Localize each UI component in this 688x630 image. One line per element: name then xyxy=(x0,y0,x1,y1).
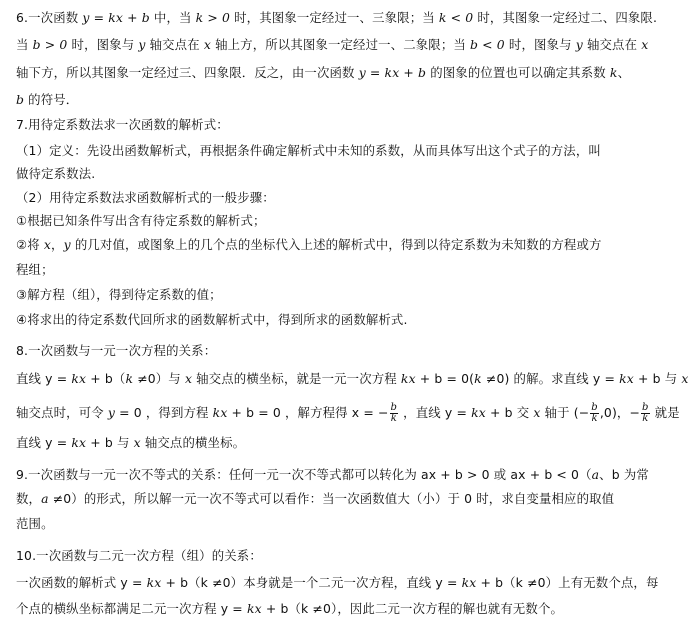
text-segment: 8.一次函数与一元一次方程的关系： xyxy=(16,343,217,358)
text-segment: 轴下方，所以其图象一定经过三、四象限．反之，由一次函数 xyxy=(16,65,359,80)
text-segment: 、 xyxy=(617,65,631,80)
text-segment: 范围。 xyxy=(16,516,54,531)
math-term: y = kx + b xyxy=(358,65,427,80)
math-term: b < 0 xyxy=(470,37,505,52)
math-term: kx xyxy=(246,601,262,616)
text-segment: = 0 ，得到方程 xyxy=(115,405,213,420)
text-segment: （1）定义：先设出函数解析式，再根据条件确定解析式中未知的系数，从而具体写出这个式子的方法，叫 xyxy=(16,143,601,158)
math-term: a xyxy=(41,491,49,506)
math-term: kx xyxy=(71,435,87,450)
step-3 xyxy=(16,284,607,306)
text-segment: + b（k ≠0）上有无数个点，每 xyxy=(476,575,659,590)
math-term: k xyxy=(125,371,134,386)
step-2b xyxy=(16,259,607,281)
text-segment: ④将求出的待定系数代回所求的函数解析式中，得到所求的函数解析式. xyxy=(16,312,408,327)
text-segment: 做待定系数法. xyxy=(16,166,96,181)
fraction: $\frac{b}{k}$ xyxy=(642,402,649,424)
line-6b xyxy=(16,34,649,56)
math-term: b > 0 xyxy=(32,37,68,52)
text-segment: 时，其图象一定经过一、三象限；当 xyxy=(230,10,439,25)
text-segment: 的几对值，或图象上的几个点的坐标代入上述的解析式中，得到以待定系数为未知数的方程或方 xyxy=(70,237,602,252)
step-1 xyxy=(16,210,607,232)
text-segment: 时，其图象一定经过二、四象限. xyxy=(473,10,658,25)
text-segment: 直线 y = xyxy=(16,371,72,386)
math-term: k < 0 xyxy=(438,10,474,25)
text-segment: 轴于 (− xyxy=(540,405,590,420)
line-7-def-a xyxy=(16,140,607,162)
step-4 xyxy=(16,309,607,331)
math-term: x xyxy=(203,37,211,52)
math-term: k > 0 xyxy=(195,10,231,25)
line-9a xyxy=(16,464,649,486)
text-segment: 直线 y = xyxy=(16,435,72,450)
text-segment: + b 与 xyxy=(86,435,134,450)
step-2a xyxy=(16,234,607,256)
text-segment: 就是 xyxy=(650,405,680,420)
text-segment: 中，当 xyxy=(149,10,196,25)
math-term: kx xyxy=(146,575,162,590)
line-8c xyxy=(16,432,607,454)
text-segment: ，直线 y = xyxy=(399,405,472,420)
math-term: k xyxy=(474,371,482,386)
heading-10 xyxy=(16,545,607,567)
text-segment: 一次函数的解析式 y = xyxy=(16,575,147,590)
math-term: a xyxy=(591,467,600,482)
text-segment: ②将 xyxy=(16,237,44,252)
text-segment: ， xyxy=(51,237,64,252)
text-segment: 、b 为常 xyxy=(599,467,649,482)
line-7-steps xyxy=(16,187,607,209)
text-segment: 轴上方，所以其图象一定经过一、二象限；当 xyxy=(211,37,470,52)
text-segment: 当 xyxy=(16,37,33,52)
text-segment: 9.一次函数与一元一次不等式的关系：任何一元一次不等式都可以转化为 ax + b > 0 或 ax + b < 0（ xyxy=(16,467,592,482)
text-segment: 轴交点在 xyxy=(145,37,204,52)
math-term: y xyxy=(138,37,146,52)
math-term: kx xyxy=(461,575,477,590)
math-term: y xyxy=(107,405,116,420)
fraction: $\frac{b}{k}$ xyxy=(390,402,398,424)
text-segment: + b（ xyxy=(86,371,126,386)
line-10a xyxy=(16,572,659,594)
text-segment: 的符号． xyxy=(24,92,79,107)
text-segment: + b 交 xyxy=(485,405,534,420)
text-segment: 程组； xyxy=(16,262,54,277)
line-7-def-b xyxy=(16,163,607,185)
line-9b xyxy=(16,488,615,510)
text-segment: ≠0) 的解。求直线 y = xyxy=(481,371,620,386)
text-segment: ,0)，− xyxy=(599,405,641,420)
math-term: kx xyxy=(400,371,416,386)
line-6d xyxy=(16,89,607,111)
text-segment: 个点的横纵坐标都满足二元一次方程 y = xyxy=(16,601,247,616)
math-term: kx xyxy=(471,405,486,420)
text-segment: 时，图象与 xyxy=(504,37,576,52)
text-segment: 轴交点的横坐标。 xyxy=(140,435,246,450)
fraction: $\frac{b}{k}$ xyxy=(591,402,598,424)
math-term: k xyxy=(609,65,618,80)
math-term: x xyxy=(184,371,193,386)
math-term: y xyxy=(63,237,71,252)
line-6c xyxy=(16,62,631,84)
text-segment: （2）用待定系数法求函数解析式的一般步骤： xyxy=(16,190,275,205)
text-segment: + b = 0 ，解方程得 x = − xyxy=(227,405,389,420)
math-term: kx xyxy=(71,371,87,386)
text-segment: 10.一次函数与二元一次方程（组）的关系： xyxy=(16,548,262,563)
text-segment: ≠0）的形式，所以解一元一次不等式可以看作：当一次函数值大（小）于 0 时，求自变量相应的取值 xyxy=(48,491,615,506)
text-segment: ③解方程（组），得到待定系数的值； xyxy=(16,287,222,302)
math-term: kx xyxy=(212,405,228,420)
math-term: b xyxy=(16,92,25,107)
text-segment: + b（k ≠0），因此二元一次方程的解也就有无数个。 xyxy=(261,601,564,616)
math-term: x xyxy=(43,237,52,252)
line-10b xyxy=(16,598,607,620)
text-segment: + b（k ≠0）本身就是一个二元一次方程，直线 y = xyxy=(161,575,462,590)
line-9c xyxy=(16,513,607,535)
text-segment: ①根据已知条件写出含有待定系数的解析式； xyxy=(16,213,266,228)
math-term: x xyxy=(533,405,541,420)
line-8a xyxy=(16,368,688,390)
text-segment: 时，图象与 xyxy=(67,37,139,52)
math-term: x xyxy=(133,435,141,450)
line-8b xyxy=(16,398,680,428)
math-term: y = kx + b xyxy=(82,10,150,25)
text-segment: 轴交点在 xyxy=(582,37,642,52)
line-6a xyxy=(16,7,658,29)
text-segment: 轴交点的横坐标，就是一元一次方程 xyxy=(192,371,401,386)
text-segment: 数， xyxy=(16,491,42,506)
text-segment: 轴交点时，可令 xyxy=(16,405,108,420)
math-term: kx xyxy=(619,371,634,386)
text-segment: + b 与 xyxy=(633,371,682,386)
math-term: x xyxy=(641,37,649,52)
math-term: x xyxy=(681,371,688,386)
text-segment: + b = 0( xyxy=(415,371,475,386)
heading-8 xyxy=(16,340,607,362)
text-segment: 6.一次函数 xyxy=(16,10,83,25)
text-segment: 7.用待定系数法求一次函数的解析式： xyxy=(16,117,229,132)
text-segment: 的图象的位置也可以确定其系数 xyxy=(426,65,610,80)
math-term: y xyxy=(575,37,583,52)
text-segment: ≠0）与 xyxy=(133,371,185,386)
heading-7 xyxy=(16,114,607,136)
